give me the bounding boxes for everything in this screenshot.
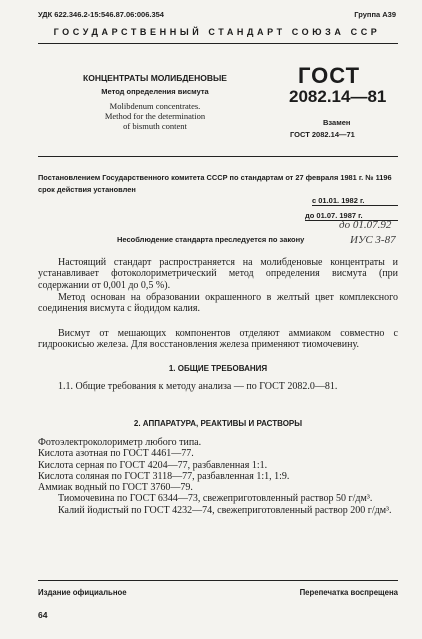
validity-date-from: с 01.01. 1982 г.	[312, 196, 365, 205]
list-item: Аммиак водный по ГОСТ 3760—79.	[38, 482, 193, 494]
section-2-title: 2. АППАРАТУРА, РЕАКТИВЫ И РАСТВОРЫ	[133, 419, 303, 428]
title-en-line-2: Method for the determination	[104, 111, 206, 121]
gost-label: ГОСТ	[298, 63, 361, 88]
top-divider	[38, 43, 398, 44]
list-item: Кислота азотная по ГОСТ 4461—77.	[38, 448, 194, 460]
intro-paragraph-separation: Висмут от мешающих компонентов отделяют аммиаком совместно с гидроокисью железа. Для восстановления железа применяют тиомочевину.	[38, 328, 398, 351]
official-edition-label: Издание официальное	[38, 588, 127, 597]
replaces-value: ГОСТ 2082.14—71	[290, 130, 355, 139]
page-number: 64	[38, 610, 48, 620]
group-code: Группа А39	[354, 10, 396, 19]
decree-text: Постановлением Государственного комитета СССР по стандартам от 27 февраля 1981 г. № 1196 срок действия установлен	[38, 173, 392, 194]
list-item: Калий йодистый по ГОСТ 4232—74, свежеприготовленный раствор 200 г/дм³.	[58, 504, 392, 516]
title-en-line-3: of bismuth content	[123, 121, 187, 131]
intro-paragraph-method: Метод основан на образовании окрашенного в желтый цвет комплексного соединения висмута с йодидом калия.	[38, 292, 398, 315]
list-item: Тиомочевина по ГОСТ 6344—73, свежеприготовленный раствор 50 г/дм³.	[58, 493, 373, 505]
reprint-prohibited-label: Перепечатка воспрещена	[299, 588, 398, 597]
middle-divider	[38, 156, 398, 157]
reagents-list	[38, 437, 398, 516]
state-standard-banner: ГОСУДАРСТВЕННЫЙ СТАНДАРТ СОЮЗА ССР	[53, 27, 381, 37]
validity-date-to: до 01.07. 1987 г.	[305, 211, 363, 220]
list-item: Кислота соляная по ГОСТ 3118—77, разбавленная 1:1, 1:9.	[38, 470, 290, 482]
replaces-label: Взамен	[323, 118, 351, 127]
gost-number: 2082.14—81	[289, 87, 387, 106]
list-item: Фотоэлектроколориметр любого типа.	[38, 437, 202, 448]
handwritten-ius-note: ИУС 3-87	[350, 234, 396, 246]
date-from-underline	[312, 205, 398, 206]
list-item: Кислота серная по ГОСТ 4204—77, разбавленная 1:1.	[38, 459, 268, 471]
udk-code: УДК 622.346.2-15:546.87.06:006.354	[38, 10, 164, 19]
document-title-en	[60, 101, 250, 131]
handwritten-extension-date: до 01.07.92	[339, 219, 392, 231]
intro-paragraph-scope: Настоящий стандарт распространяется на молибденовые концентраты и устанавливает фотоколориметрический метод определения висмута (при содержании от 0,001 до 0,5 %).	[38, 257, 398, 291]
document-subtitle-ru: Метод определения висмута	[101, 87, 209, 96]
title-en-line-1: Molibdenum concentrates.	[109, 101, 201, 111]
bottom-divider	[38, 580, 398, 581]
document-title-ru: КОНЦЕНТРАТЫ МОЛИБДЕНОВЫЕ	[83, 73, 227, 83]
section-1-title: 1. ОБЩИЕ ТРЕБОВАНИЯ	[168, 364, 268, 373]
non-observance-notice: Несоблюдение стандарта преследуется по закону	[117, 235, 305, 244]
section-1-text: 1.1. Общие требования к методу анализа — по ГОСТ 2082.0—81.	[58, 381, 338, 392]
